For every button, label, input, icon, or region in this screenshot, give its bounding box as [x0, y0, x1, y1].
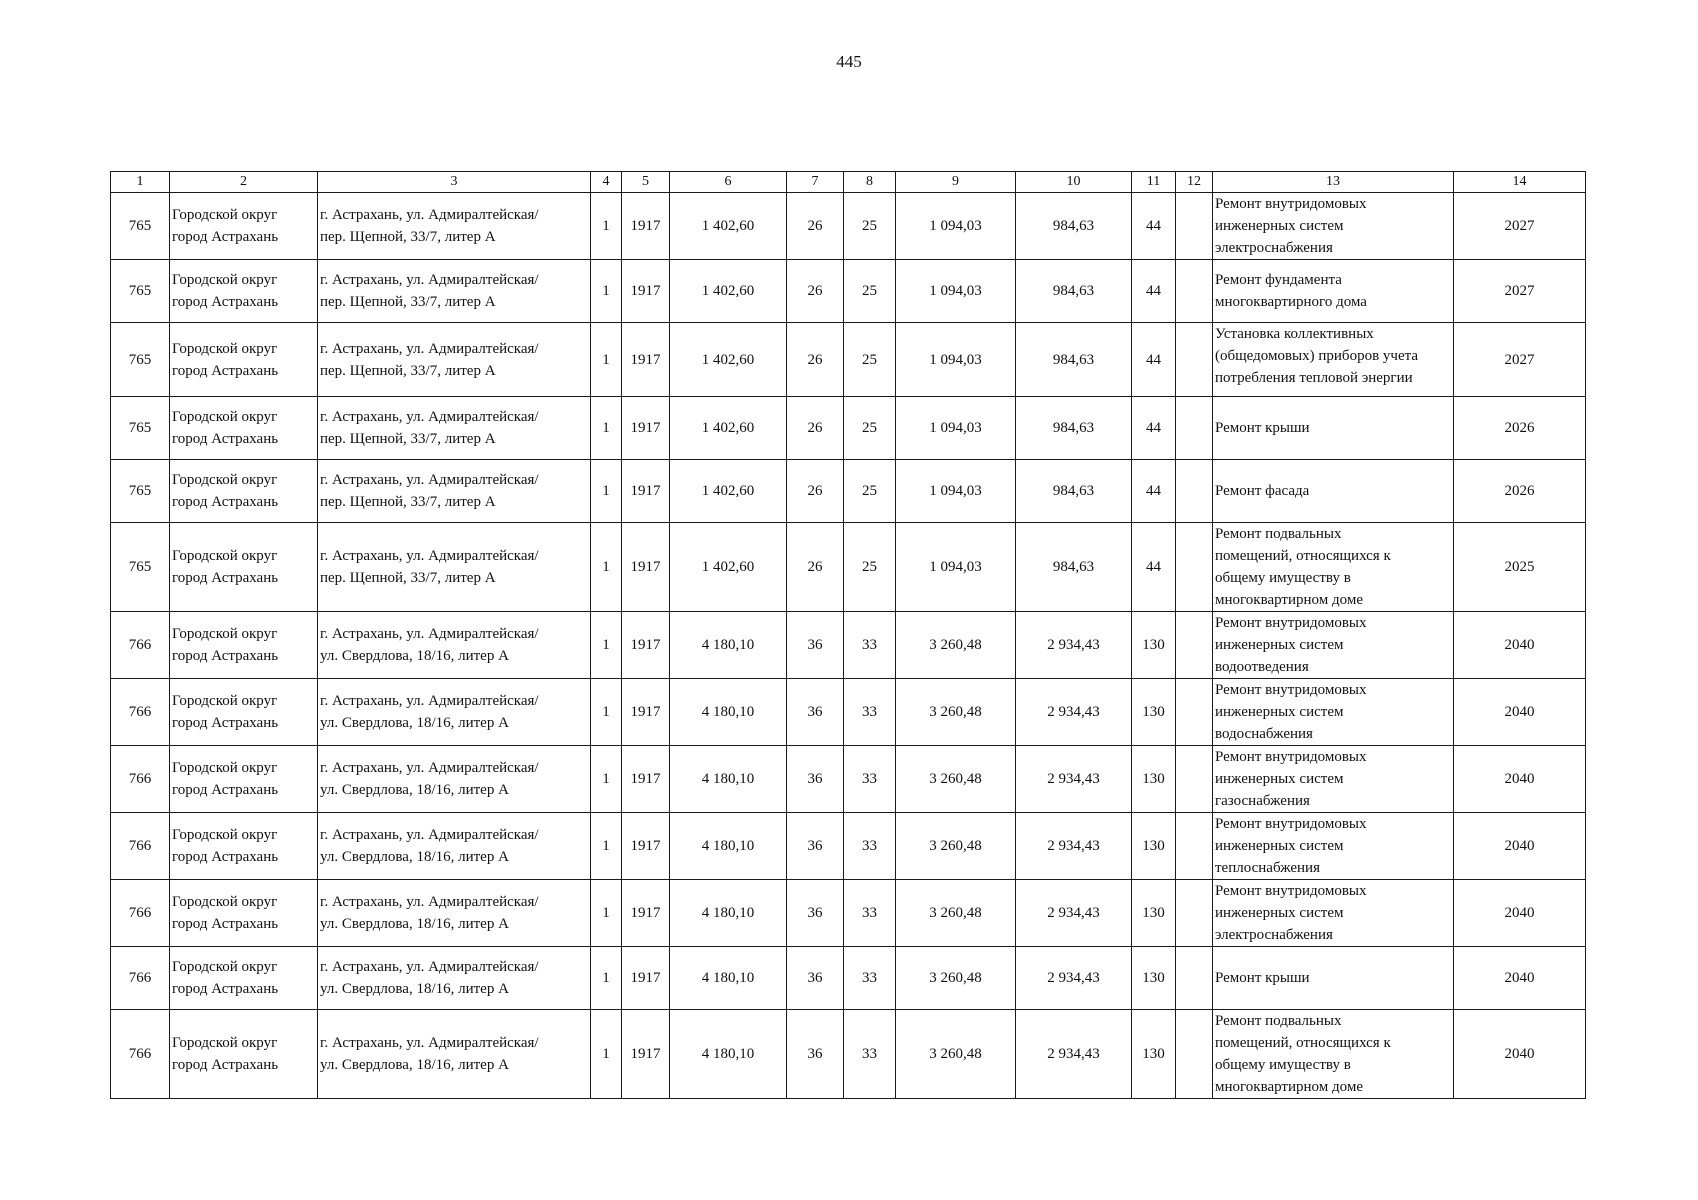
value-cell-10: 984,63	[1016, 193, 1132, 260]
value-cell-10: 2 934,43	[1016, 746, 1132, 813]
value-cell-12	[1176, 523, 1213, 612]
value-cell-6: 1 402,60	[670, 193, 787, 260]
municipality-cell-line: Городской округ	[172, 207, 278, 223]
municipality-cell-line: Городской округ	[172, 827, 278, 843]
address-cell	[318, 460, 591, 523]
address-cell	[318, 612, 591, 679]
row-number-cell: 766	[111, 1010, 170, 1099]
value-cell-7: 36	[787, 679, 844, 746]
value-cell-5: 1917	[622, 1010, 670, 1099]
value-cell-5: 1917	[622, 679, 670, 746]
work-type-cell-line: помещений, относящихся к	[1215, 548, 1391, 564]
work-type-cell-line: Ремонт внутридомовых	[1215, 749, 1367, 765]
address-cell	[318, 880, 591, 947]
municipality-cell-line: город Астрахань	[172, 849, 279, 865]
value-cell-7: 36	[787, 746, 844, 813]
work-type-cell-line: Ремонт крыши	[1215, 970, 1310, 986]
value-cell-8: 33	[844, 1010, 896, 1099]
value-cell-7: 36	[787, 880, 844, 947]
municipality-cell-line: город Астрахань	[172, 294, 279, 310]
value-cell-8: 33	[844, 880, 896, 947]
value-cell-5: 1917	[622, 813, 670, 880]
value-cell-10: 2 934,43	[1016, 880, 1132, 947]
value-cell-11: 130	[1132, 612, 1176, 679]
municipality-cell	[170, 397, 318, 460]
municipality-cell-line: Городской округ	[172, 340, 278, 357]
value-cell-6: 1 402,60	[670, 523, 787, 612]
value-cell-8: 25	[844, 523, 896, 612]
work-type-cell-line: инженерных систем	[1215, 218, 1344, 234]
municipality-cell	[170, 323, 318, 397]
work-type-cell	[1213, 813, 1454, 880]
address-cell	[318, 523, 591, 612]
value-cell-6: 1 402,60	[670, 460, 787, 523]
capital-repair-table	[110, 171, 1586, 1099]
row-number-cell: 766	[111, 746, 170, 813]
value-cell-8: 25	[844, 260, 896, 323]
table-row	[111, 679, 1586, 746]
address-cell	[318, 679, 591, 746]
work-type-cell-line: общему имуществу в	[1215, 1057, 1351, 1073]
value-cell-12	[1176, 260, 1213, 323]
work-type-cell-line: Ремонт внутридомовых	[1215, 615, 1367, 631]
work-type-cell-line: теплоснабжения	[1215, 860, 1320, 876]
municipality-cell	[170, 947, 318, 1010]
value-cell-9: 3 260,48	[896, 679, 1016, 746]
municipality-cell-line: Городской округ	[172, 409, 278, 425]
municipality-cell-line: город Астрахань	[172, 1057, 279, 1073]
value-cell-12	[1176, 193, 1213, 260]
work-type-cell	[1213, 193, 1454, 260]
work-type-cell-line: общему имуществу в	[1215, 570, 1351, 586]
value-cell-9: 3 260,48	[896, 1010, 1016, 1099]
municipality-cell-line: город Астрахань	[172, 916, 279, 932]
work-type-cell	[1213, 1010, 1454, 1099]
value-cell-8: 25	[844, 193, 896, 260]
address-cell-line: г. Астрахань, ул. Адмиралтейская/	[320, 760, 539, 776]
value-cell-12	[1176, 813, 1213, 880]
work-type-cell	[1213, 260, 1454, 323]
value-cell-11: 130	[1132, 1010, 1176, 1099]
value-cell-5: 1917	[622, 323, 670, 397]
value-cell-12	[1176, 880, 1213, 947]
work-type-cell	[1213, 523, 1454, 612]
value-cell-5: 1917	[622, 523, 670, 612]
column-number-14: 14	[1454, 172, 1586, 193]
value-cell-5: 1917	[622, 397, 670, 460]
value-cell-7: 26	[787, 260, 844, 323]
value-cell-4: 1	[591, 523, 622, 612]
work-type-cell-line: водоснабжения	[1215, 726, 1313, 742]
address-cell-line: ул. Свердлова, 18/16, литер А	[320, 782, 509, 798]
municipality-cell-line: город Астрахань	[172, 494, 279, 510]
municipality-cell	[170, 193, 318, 260]
address-cell-line: ул. Свердлова, 18/16, литер А	[320, 1057, 509, 1073]
value-cell-11: 130	[1132, 880, 1176, 947]
value-cell-10: 984,63	[1016, 323, 1132, 397]
value-cell-9: 3 260,48	[896, 880, 1016, 947]
value-cell-9: 3 260,48	[896, 746, 1016, 813]
address-cell	[318, 746, 591, 813]
work-type-cell	[1213, 612, 1454, 679]
value-cell-7: 36	[787, 947, 844, 1010]
column-number-12: 12	[1176, 172, 1213, 193]
address-cell-line: пер. Щепной, 33/7, литер А	[320, 229, 496, 245]
table-row	[111, 1010, 1586, 1099]
table-row	[111, 612, 1586, 679]
value-cell-6: 4 180,10	[670, 947, 787, 1010]
value-cell-11: 44	[1132, 323, 1176, 397]
value-cell-12	[1176, 1010, 1213, 1099]
value-cell-10: 2 934,43	[1016, 947, 1132, 1010]
address-cell	[318, 947, 591, 1010]
municipality-cell-line: Городской округ	[172, 894, 278, 910]
work-type-cell-line: Ремонт крыши	[1215, 420, 1310, 436]
page-number: 445	[836, 52, 862, 71]
column-number-1: 1	[111, 172, 170, 193]
work-type-cell-line: газоснабжения	[1215, 793, 1310, 809]
value-cell-6: 4 180,10	[670, 1010, 787, 1099]
planned-year-cell: 2040	[1454, 746, 1586, 813]
column-number-10: 10	[1016, 172, 1132, 193]
value-cell-10: 2 934,43	[1016, 612, 1132, 679]
address-cell-line: г. Астрахань, ул. Адмиралтейская/	[320, 548, 539, 564]
value-cell-5: 1917	[622, 260, 670, 323]
address-cell-line: пер. Щепной, 33/7, литер А	[320, 570, 496, 586]
municipality-cell-line: город Астрахань	[172, 431, 279, 447]
work-type-cell-line: электроснабжения	[1215, 240, 1333, 256]
value-cell-8: 25	[844, 323, 896, 397]
value-cell-4: 1	[591, 260, 622, 323]
value-cell-4: 1	[591, 1010, 622, 1099]
row-number-cell: 765	[111, 323, 170, 397]
value-cell-5: 1917	[622, 880, 670, 947]
address-cell-line: пер. Щепной, 33/7, литер А	[320, 494, 496, 510]
work-type-cell-line: Ремонт внутридомовых	[1215, 816, 1367, 832]
address-cell-line: ул. Свердлова, 18/16, литер А	[320, 648, 509, 664]
work-type-cell	[1213, 397, 1454, 460]
row-number-cell: 766	[111, 880, 170, 947]
value-cell-6: 1 402,60	[670, 323, 787, 397]
planned-year-cell: 2026	[1454, 460, 1586, 523]
municipality-cell-line: Городской округ	[172, 760, 278, 776]
value-cell-6: 1 402,60	[670, 260, 787, 323]
work-type-cell	[1213, 460, 1454, 523]
value-cell-6: 1 402,60	[670, 397, 787, 460]
value-cell-11: 44	[1132, 460, 1176, 523]
municipality-cell	[170, 880, 318, 947]
work-type-cell	[1213, 880, 1454, 947]
planned-year-cell: 2040	[1454, 612, 1586, 679]
work-type-cell-line: инженерных систем	[1215, 771, 1344, 787]
value-cell-12	[1176, 323, 1213, 397]
value-cell-12	[1176, 947, 1213, 1010]
row-number-cell: 765	[111, 460, 170, 523]
municipality-cell-line: город Астрахань	[172, 648, 279, 664]
column-number-6: 6	[670, 172, 787, 193]
value-cell-11: 44	[1132, 260, 1176, 323]
value-cell-7: 26	[787, 523, 844, 612]
value-cell-10: 2 934,43	[1016, 679, 1132, 746]
value-cell-8: 33	[844, 947, 896, 1010]
municipality-cell	[170, 746, 318, 813]
value-cell-9: 1 094,03	[896, 193, 1016, 260]
municipality-cell	[170, 612, 318, 679]
address-cell-line: ул. Свердлова, 18/16, литер А	[320, 715, 509, 731]
value-cell-12	[1176, 679, 1213, 746]
planned-year-cell: 2027	[1454, 323, 1586, 397]
table-row	[111, 193, 1586, 260]
address-cell-line: г. Астрахань, ул. Адмиралтейская/	[320, 894, 539, 910]
table-row	[111, 397, 1586, 460]
municipality-cell	[170, 1010, 318, 1099]
table-row	[111, 746, 1586, 813]
municipality-cell	[170, 260, 318, 323]
value-cell-10: 984,63	[1016, 523, 1132, 612]
address-cell	[318, 1010, 591, 1099]
municipality-cell-line: Городской округ	[172, 626, 278, 642]
work-type-cell-line: инженерных систем	[1215, 637, 1344, 653]
value-cell-6: 4 180,10	[670, 612, 787, 679]
value-cell-11: 130	[1132, 813, 1176, 880]
municipality-cell-line: Городской округ	[172, 272, 278, 288]
table-row	[111, 523, 1586, 612]
row-number-cell: 766	[111, 947, 170, 1010]
municipality-cell	[170, 679, 318, 746]
value-cell-7: 26	[787, 460, 844, 523]
value-cell-8: 33	[844, 746, 896, 813]
value-cell-12	[1176, 746, 1213, 813]
value-cell-4: 1	[591, 947, 622, 1010]
value-cell-10: 2 934,43	[1016, 813, 1132, 880]
municipality-cell-line: Городской округ	[172, 548, 278, 564]
table-row	[111, 880, 1586, 947]
table-row	[111, 947, 1586, 1010]
address-cell-line: г. Астрахань, ул. Адмиралтейская/	[320, 340, 539, 357]
work-type-cell-line: Ремонт внутридомовых	[1215, 196, 1367, 212]
value-cell-7: 26	[787, 397, 844, 460]
value-cell-4: 1	[591, 397, 622, 460]
value-cell-4: 1	[591, 193, 622, 260]
address-cell-line: ул. Свердлова, 18/16, литер А	[320, 981, 509, 997]
address-cell	[318, 813, 591, 880]
column-number-8: 8	[844, 172, 896, 193]
value-cell-8: 25	[844, 460, 896, 523]
municipality-cell-line: Городской округ	[172, 693, 278, 709]
planned-year-cell: 2025	[1454, 523, 1586, 612]
value-cell-8: 33	[844, 679, 896, 746]
address-cell-line: г. Астрахань, ул. Адмиралтейская/	[320, 626, 539, 642]
row-number-cell: 765	[111, 523, 170, 612]
municipality-cell	[170, 460, 318, 523]
row-number-cell: 766	[111, 813, 170, 880]
work-type-cell-line: Ремонт внутридомовых	[1215, 883, 1367, 899]
value-cell-4: 1	[591, 612, 622, 679]
work-type-cell-line: многоквартирном доме	[1215, 1079, 1363, 1095]
municipality-cell-line: город Астрахань	[172, 715, 279, 731]
work-type-cell-line: (общедомовых) приборов учета	[1215, 348, 1418, 364]
value-cell-12	[1176, 612, 1213, 679]
planned-year-cell: 2027	[1454, 193, 1586, 260]
value-cell-7: 36	[787, 813, 844, 880]
address-cell	[318, 323, 591, 397]
column-number-9: 9	[896, 172, 1016, 193]
column-number-5: 5	[622, 172, 670, 193]
value-cell-9: 1 094,03	[896, 323, 1016, 397]
municipality-cell	[170, 523, 318, 612]
municipality-cell-line: город Астрахань	[172, 362, 279, 379]
value-cell-7: 36	[787, 612, 844, 679]
planned-year-cell: 2040	[1454, 947, 1586, 1010]
municipality-cell	[170, 813, 318, 880]
row-number-cell: 766	[111, 612, 170, 679]
work-type-cell-line: Ремонт фундамента	[1215, 272, 1342, 288]
value-cell-4: 1	[591, 746, 622, 813]
work-type-cell-line: потребления тепловой энергии	[1215, 370, 1413, 386]
planned-year-cell: 2026	[1454, 397, 1586, 460]
address-cell-line: г. Астрахань, ул. Адмиралтейская/	[320, 693, 539, 709]
address-cell-line: г. Астрахань, ул. Адмиралтейская/	[320, 272, 539, 288]
address-cell-line: г. Астрахань, ул. Адмиралтейская/	[320, 472, 539, 488]
work-type-cell-line: инженерных систем	[1215, 905, 1344, 921]
value-cell-10: 984,63	[1016, 460, 1132, 523]
value-cell-4: 1	[591, 323, 622, 397]
value-cell-10: 2 934,43	[1016, 1010, 1132, 1099]
value-cell-11: 130	[1132, 746, 1176, 813]
value-cell-4: 1	[591, 880, 622, 947]
planned-year-cell: 2040	[1454, 1010, 1586, 1099]
value-cell-10: 984,63	[1016, 397, 1132, 460]
address-cell-line: г. Астрахань, ул. Адмиралтейская/	[320, 409, 539, 425]
work-type-cell-line: Установка коллективных	[1215, 326, 1374, 342]
value-cell-12	[1176, 397, 1213, 460]
value-cell-11: 44	[1132, 193, 1176, 260]
work-type-cell-line: водоотведения	[1215, 659, 1309, 675]
work-type-cell	[1213, 679, 1454, 746]
table-row	[111, 260, 1586, 323]
work-type-cell-line: помещений, относящихся к	[1215, 1035, 1391, 1051]
value-cell-11: 130	[1132, 947, 1176, 1010]
address-cell	[318, 193, 591, 260]
work-type-cell-line: электроснабжения	[1215, 927, 1333, 943]
address-cell-line: г. Астрахань, ул. Адмиралтейская/	[320, 207, 539, 223]
municipality-cell-line: Городской округ	[172, 1035, 278, 1051]
value-cell-6: 4 180,10	[670, 880, 787, 947]
work-type-cell-line: многоквартирном доме	[1215, 592, 1363, 608]
address-cell-line: г. Астрахань, ул. Адмиралтейская/	[320, 959, 539, 975]
value-cell-4: 1	[591, 460, 622, 523]
work-type-cell-line: Ремонт внутридомовых	[1215, 682, 1367, 698]
address-cell-line: ул. Свердлова, 18/16, литер А	[320, 916, 509, 932]
row-number-cell: 765	[111, 193, 170, 260]
work-type-cell	[1213, 746, 1454, 813]
planned-year-cell: 2040	[1454, 813, 1586, 880]
work-type-cell-line: инженерных систем	[1215, 704, 1344, 720]
work-type-cell-line: Ремонт подвальных	[1215, 1013, 1342, 1029]
row-number-cell: 765	[111, 397, 170, 460]
column-number-7: 7	[787, 172, 844, 193]
municipality-cell-line: Городской округ	[172, 472, 278, 488]
value-cell-6: 4 180,10	[670, 813, 787, 880]
column-number-2: 2	[170, 172, 318, 193]
value-cell-10: 984,63	[1016, 260, 1132, 323]
planned-year-cell: 2040	[1454, 679, 1586, 746]
value-cell-8: 33	[844, 612, 896, 679]
address-cell	[318, 397, 591, 460]
municipality-cell-line: город Астрахань	[172, 570, 279, 586]
table-body	[111, 193, 1586, 1099]
value-cell-8: 33	[844, 813, 896, 880]
planned-year-cell: 2040	[1454, 880, 1586, 947]
value-cell-6: 4 180,10	[670, 746, 787, 813]
value-cell-5: 1917	[622, 947, 670, 1010]
work-type-cell-line: многоквартирного дома	[1215, 294, 1367, 310]
address-cell-line: пер. Щепной, 33/7, литер А	[320, 362, 496, 379]
municipality-cell-line: город Астрахань	[172, 229, 279, 245]
value-cell-5: 1917	[622, 612, 670, 679]
value-cell-4: 1	[591, 813, 622, 880]
planned-year-cell: 2027	[1454, 260, 1586, 323]
row-number-cell: 765	[111, 260, 170, 323]
work-type-cell	[1213, 323, 1454, 397]
table-row	[111, 323, 1586, 397]
column-number-4: 4	[591, 172, 622, 193]
value-cell-5: 1917	[622, 746, 670, 813]
work-type-cell-line: Ремонт подвальных	[1215, 526, 1342, 542]
value-cell-9: 1 094,03	[896, 260, 1016, 323]
municipality-cell-line: Городской округ	[172, 959, 278, 975]
value-cell-7: 26	[787, 323, 844, 397]
row-number-cell: 766	[111, 679, 170, 746]
table-row	[111, 813, 1586, 880]
value-cell-9: 1 094,03	[896, 397, 1016, 460]
value-cell-9: 3 260,48	[896, 947, 1016, 1010]
work-type-cell-line: инженерных систем	[1215, 838, 1344, 854]
value-cell-11: 130	[1132, 679, 1176, 746]
value-cell-9: 3 260,48	[896, 813, 1016, 880]
municipality-cell-line: город Астрахань	[172, 981, 279, 997]
address-cell-line: ул. Свердлова, 18/16, литер А	[320, 849, 509, 865]
work-type-cell-line: Ремонт фасада	[1215, 483, 1310, 499]
value-cell-5: 1917	[622, 193, 670, 260]
value-cell-9: 1 094,03	[896, 523, 1016, 612]
column-number-row	[111, 172, 1586, 193]
value-cell-6: 4 180,10	[670, 679, 787, 746]
value-cell-7: 26	[787, 193, 844, 260]
column-number-11: 11	[1132, 172, 1176, 193]
address-cell-line: пер. Щепной, 33/7, литер А	[320, 431, 496, 447]
value-cell-5: 1917	[622, 460, 670, 523]
value-cell-4: 1	[591, 679, 622, 746]
address-cell-line: г. Астрахань, ул. Адмиралтейская/	[320, 1035, 539, 1051]
municipality-cell-line: город Астрахань	[172, 782, 279, 798]
value-cell-7: 36	[787, 1010, 844, 1099]
value-cell-11: 44	[1132, 397, 1176, 460]
column-number-3: 3	[318, 172, 591, 193]
address-cell-line: пер. Щепной, 33/7, литер А	[320, 294, 496, 310]
value-cell-8: 25	[844, 397, 896, 460]
address-cell-line: г. Астрахань, ул. Адмиралтейская/	[320, 827, 539, 843]
value-cell-9: 1 094,03	[896, 460, 1016, 523]
work-type-cell	[1213, 947, 1454, 1010]
address-cell	[318, 260, 591, 323]
value-cell-11: 44	[1132, 523, 1176, 612]
column-number-13: 13	[1213, 172, 1454, 193]
value-cell-9: 3 260,48	[896, 612, 1016, 679]
table-row	[111, 460, 1586, 523]
value-cell-12	[1176, 460, 1213, 523]
